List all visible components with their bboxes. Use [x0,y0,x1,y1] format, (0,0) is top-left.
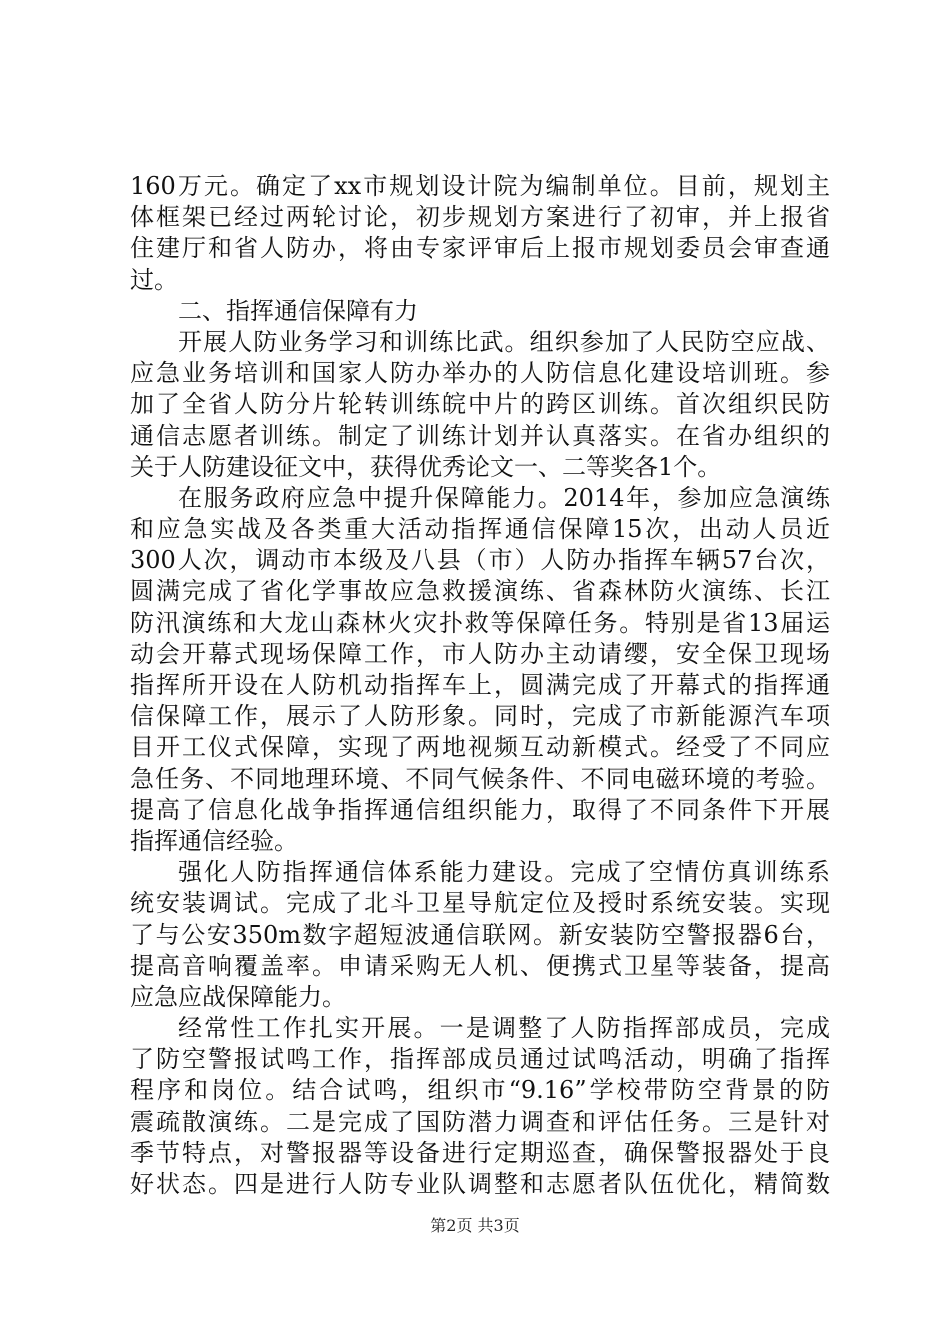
text-line: 动会开幕式现场保障工作，市人防办主动请缨，安全保卫现场 [130,639,830,668]
text-line: 加了全省人防分片轮转训练皖中片的跨区训练。首次组织民防 [130,390,830,419]
text-line: 160万元。确定了xx市规划设计院为编制单位。目前，规划主 [130,172,830,200]
text-line: 圆满完成了省化学事故应急救援演练、省森林防火演练、长江 [130,577,830,606]
text-line: 季节特点，对警报器等设备进行定期巡查，确保警报器处于良 [130,1138,830,1167]
text-line: 急任务、不同地理环境、不同气候条件、不同电磁环境的考验。 [130,764,830,793]
text-line: 提高音响覆盖率。申请采购无人机、便携式卫星等装备，提高 [130,951,830,980]
page-number-footer: 第2页 共3页 [430,1216,520,1235]
text-line: 好状态。四是进行人防专业队调整和志愿者队伍优化，精简数 [130,1170,830,1198]
text-line: 震疏散演练。二是完成了国防潜力调查和评估任务。三是针对 [130,1107,830,1136]
text-line: 通信志愿者训练。制定了训练计划并认真落实。在省办组织的 [130,421,830,450]
section-heading: 二、指挥通信保障有力 [178,296,418,325]
text-line: 指挥通信经验。 [130,826,298,855]
text-line: 强化人防指挥通信体系能力建设。完成了空情仿真训练系 [178,858,830,887]
text-line: 目开工仪式保障，实现了两地视频互动新模式。经受了不同应 [130,733,830,762]
text-line: 在服务政府应急中提升保障能力。2014年，参加应急演练 [178,483,830,512]
text-line: 应急业务培训和国家人防办举办的人防信息化建设培训班。参 [130,359,830,388]
text-line: 过。 [130,265,178,294]
text-line: 信保障工作，展示了人防形象。同时，完成了市新能源汽车项 [130,702,830,731]
text-line: 程序和岗位。结合试鸣，组织市“9.16”学校带防空背景的防 [130,1076,830,1105]
text-line: 应急应战保障能力。 [130,982,346,1011]
text-line: 和应急实战及各类重大活动指挥通信保障15次，出动人员近 [130,515,830,544]
text-line: 防汛演练和大龙山森林火灾扑救等保障任务。特别是省13届运 [130,608,830,637]
text-line: 了防空警报试鸣工作，指挥部成员通过试鸣活动，明确了指挥 [130,1045,830,1074]
text-line: 关于人防建设征文中，获得优秀论文一、二等奖各1个。 [130,452,722,481]
text-line: 指挥所开设在人防机动指挥车上，圆满完成了开幕式的指挥通 [130,671,830,699]
text-line: 开展人防业务学习和训练比武。组织参加了人民防空应战、 [178,327,830,356]
text-line: 300人次，调动市本级及八县（市）人防办指挥车辆57台次， [130,546,830,575]
text-line: 提高了信息化战争指挥通信组织能力，取得了不同条件下开展 [130,795,830,824]
text-line: 经常性工作扎实开展。一是调整了人防指挥部成员，完成 [178,1014,830,1043]
text-line: 住建厅和省人防办，将由专家评审后上报市规划委员会审查通 [130,234,830,263]
document-body [130,171,830,1200]
text-line: 体框架已经过两轮讨论，初步规划方案进行了初审，并上报省 [130,203,830,232]
text-line: 了与公安350m数字超短波通信联网。新安装防空警报器6台， [130,920,830,949]
text-line: 统安装调试。完成了北斗卫星导航定位及授时系统安装。实现 [130,889,830,918]
